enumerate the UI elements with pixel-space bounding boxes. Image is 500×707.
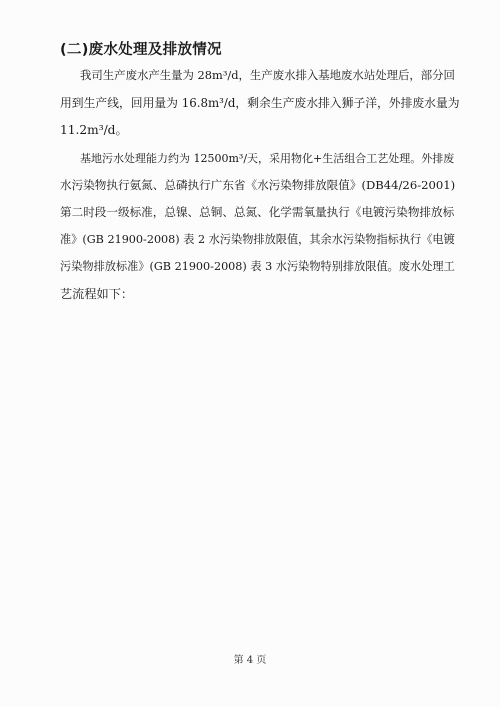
paragraph-1-line-1: 我司生产废水产生量为 28m³/d，生产废水排入基地废水站处理后，部分回 (80, 68, 455, 82)
paragraph-2-line-3: 第二时段一级标准，总镍、总铜、总氮、化学需氧量执行《电镀污染物排放标 (60, 205, 455, 219)
paragraph-2-line-1: 基地污水处理能力约为 12500m³/天，采用物化+生活组合工艺处理。外排废 (80, 152, 455, 165)
section-heading: (二)废水处理及排放情况 (60, 42, 222, 58)
paragraph-1-line-2: 用到生产线，回用量为 16.8m³/d，剩余生产废水排入狮子洋，外排废水量为 (60, 96, 460, 110)
paragraph-2-line-4: 准》(GB 21900-2008) 表 2 水污染物排放限值，其余水污染物指标执行《电镀 (60, 233, 455, 246)
page-number: 第 4 页 (233, 655, 267, 666)
paragraph-2-line-5: 污染物排放标准》(GB 21900-2008) 表 3 水污染物特别排放限值。废水处理工 (60, 260, 455, 273)
paragraph-2-line-6: 艺流程如下： (60, 287, 134, 301)
paragraph-1-line-3: 11.2m³/d。 (60, 123, 128, 137)
paragraph-2-line-2: 水污染物执行氨氮、总磷执行广东省《水污染物排放限值》(DB44/26-2001) (60, 178, 456, 192)
